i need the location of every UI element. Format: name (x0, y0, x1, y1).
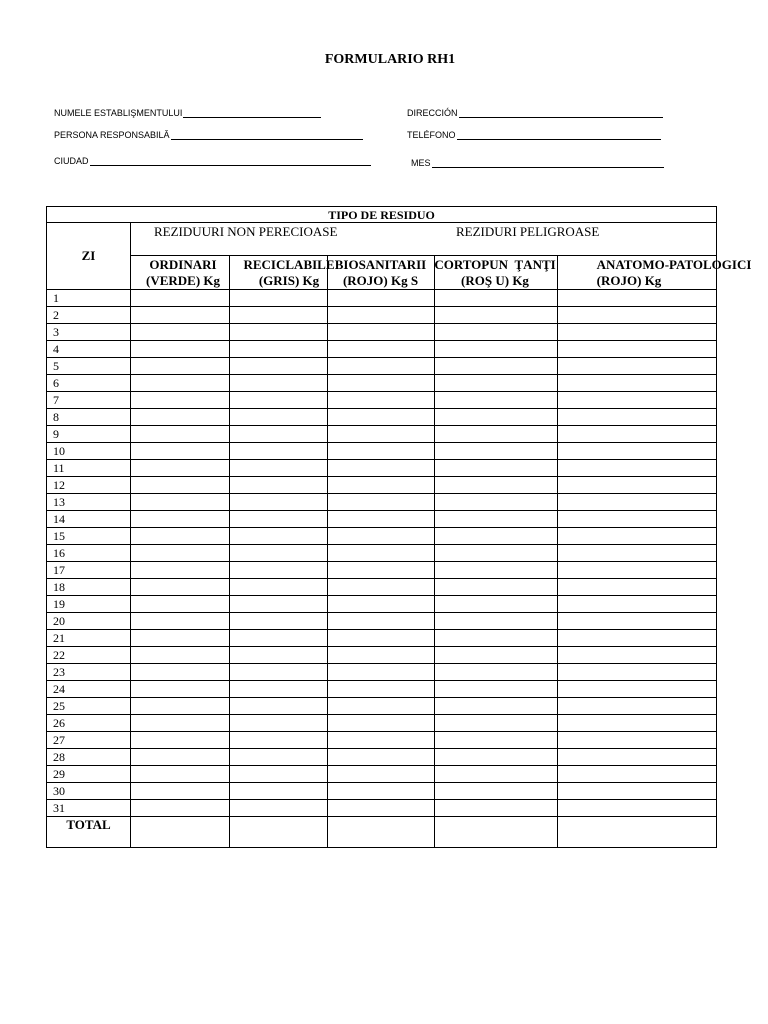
entry-cell[interactable] (558, 681, 717, 698)
phone-label: TELÉFONO (407, 130, 456, 140)
entry-cell[interactable] (328, 681, 435, 698)
day-number: 1 (47, 290, 131, 307)
entry-cell[interactable] (328, 596, 435, 613)
entry-cell[interactable] (131, 579, 230, 596)
entry-cell[interactable] (328, 766, 435, 783)
entry-cell[interactable] (230, 477, 328, 494)
entry-cell[interactable] (558, 562, 717, 579)
group-header (131, 223, 717, 256)
city-label: CIUDAD (54, 156, 89, 166)
entry-cell[interactable] (131, 494, 230, 511)
col-reciclabile-header (230, 256, 335, 290)
entry-cell[interactable] (328, 375, 435, 392)
table-row (47, 443, 717, 460)
day-number: 25 (47, 698, 131, 715)
col-ordinari-line2: (VERDE) Kg (145, 273, 221, 288)
entry-cell[interactable] (131, 528, 230, 545)
entry-cell[interactable] (230, 562, 328, 579)
total-cell[interactable] (131, 817, 230, 848)
table-row (47, 698, 717, 715)
col-biosanitarii-line2: (ROJO) Kg S (342, 273, 419, 288)
entry-cell[interactable] (328, 579, 435, 596)
table-row (47, 375, 717, 392)
entry-cell[interactable] (435, 596, 558, 613)
col-cortopun-line2: (ROŞ U) Kg (461, 273, 529, 288)
total-cell[interactable] (328, 817, 435, 848)
col-reciclabile-line1: RECICLABILE (243, 257, 335, 272)
day-number: 20 (47, 613, 131, 630)
table-row (47, 647, 717, 664)
entry-cell[interactable] (435, 375, 558, 392)
entry-cell[interactable] (328, 698, 435, 715)
entry-cell[interactable] (328, 528, 435, 545)
entry-cell[interactable] (558, 528, 717, 545)
entry-cell[interactable] (131, 681, 230, 698)
entry-cell[interactable] (558, 307, 717, 324)
entry-cell[interactable] (230, 307, 328, 324)
entry-cell[interactable] (435, 307, 558, 324)
establishment-line[interactable] (183, 108, 321, 118)
direction-line[interactable] (459, 108, 663, 118)
table-row (47, 324, 717, 341)
entry-cell[interactable] (230, 579, 328, 596)
entry-cell[interactable] (230, 290, 328, 307)
entry-cell[interactable] (230, 613, 328, 630)
entry-cell[interactable] (435, 545, 558, 562)
col-reciclabile-line2: (GRIS) Kg (258, 273, 320, 288)
entry-cell[interactable] (558, 358, 717, 375)
day-number: 30 (47, 783, 131, 800)
entry-cell[interactable] (328, 443, 435, 460)
entry-cell[interactable] (435, 783, 558, 800)
entry-cell[interactable] (131, 545, 230, 562)
day-number: 16 (47, 545, 131, 562)
city-line[interactable] (90, 156, 371, 166)
entry-cell[interactable] (328, 324, 435, 341)
entry-cell[interactable] (328, 630, 435, 647)
col-anatomo-header (558, 256, 752, 290)
entry-cell[interactable] (435, 698, 558, 715)
direction-label: DIRECCIÓN (407, 108, 458, 118)
day-number: 19 (47, 596, 131, 613)
entry-cell[interactable] (328, 494, 435, 511)
month-label: MES (411, 158, 431, 168)
entry-cell[interactable] (131, 290, 230, 307)
day-number: 28 (47, 749, 131, 766)
col-ordinari-line1: ORDINARI (149, 257, 217, 272)
table-row (47, 562, 717, 579)
responsible-field[interactable] (54, 130, 363, 140)
entry-cell[interactable] (131, 596, 230, 613)
table-row (47, 732, 717, 749)
responsible-label: PERSONA RESPONSABILĂ (54, 130, 170, 140)
table-row (47, 613, 717, 630)
entry-cell[interactable] (131, 375, 230, 392)
total-cell[interactable] (558, 817, 717, 848)
table-row (47, 783, 717, 800)
entry-cell[interactable] (230, 664, 328, 681)
entry-cell[interactable] (328, 545, 435, 562)
entry-cell[interactable] (328, 749, 435, 766)
entry-cell[interactable] (435, 630, 558, 647)
entry-cell[interactable] (131, 392, 230, 409)
entry-cell[interactable] (131, 698, 230, 715)
entry-cell[interactable] (328, 715, 435, 732)
entry-cell[interactable] (131, 766, 230, 783)
table-row (47, 511, 717, 528)
entry-cell[interactable] (230, 409, 328, 426)
entry-cell[interactable] (230, 375, 328, 392)
entry-cell[interactable] (558, 426, 717, 443)
entry-cell[interactable] (230, 749, 328, 766)
day-number: 8 (47, 409, 131, 426)
entry-cell[interactable] (328, 647, 435, 664)
entry-cell[interactable] (558, 613, 717, 630)
day-number: 6 (47, 375, 131, 392)
day-number: 3 (47, 324, 131, 341)
entry-cell[interactable] (435, 511, 558, 528)
entry-cell[interactable] (558, 341, 717, 358)
table-row (47, 392, 717, 409)
month-field[interactable] (411, 158, 664, 168)
entry-cell[interactable] (435, 579, 558, 596)
entry-cell[interactable] (558, 511, 717, 528)
entry-cell[interactable] (558, 460, 717, 477)
entry-cell[interactable] (131, 630, 230, 647)
entry-cell[interactable] (558, 749, 717, 766)
entry-cell[interactable] (328, 409, 435, 426)
day-number: 13 (47, 494, 131, 511)
entry-cell[interactable] (230, 494, 328, 511)
phone-field[interactable] (407, 130, 661, 140)
entry-cell[interactable] (328, 613, 435, 630)
entry-cell[interactable] (435, 290, 558, 307)
direction-field[interactable] (407, 108, 663, 118)
entry-cell[interactable] (435, 426, 558, 443)
col-cortopun-line1: CORTOPUN ŢANŢI (434, 257, 556, 272)
establishment-label: NUMELE ESTABLIŞMENTULUI (54, 108, 183, 118)
day-number: 2 (47, 307, 131, 324)
entry-cell[interactable] (131, 358, 230, 375)
entry-cell[interactable] (558, 477, 717, 494)
entry-cell[interactable] (558, 409, 717, 426)
entry-cell[interactable] (230, 358, 328, 375)
day-number: 5 (47, 358, 131, 375)
entry-cell[interactable] (435, 324, 558, 341)
entry-cell[interactable] (435, 528, 558, 545)
entry-cell[interactable] (230, 392, 328, 409)
entry-cell[interactable] (230, 630, 328, 647)
table-row (47, 460, 717, 477)
total-cell[interactable] (230, 817, 328, 848)
entry-cell[interactable] (230, 426, 328, 443)
entry-cell[interactable] (558, 494, 717, 511)
entry-cell[interactable] (435, 800, 558, 817)
zi-header-label: ZI (81, 248, 96, 263)
entry-cell[interactable] (131, 443, 230, 460)
entry-cell[interactable] (558, 766, 717, 783)
page-title: FORMULARIO RH1 (324, 52, 456, 67)
entry-cell[interactable] (328, 511, 435, 528)
table-row (47, 749, 717, 766)
entry-cell[interactable] (131, 749, 230, 766)
entry-cell[interactable] (230, 783, 328, 800)
entry-cell[interactable] (328, 460, 435, 477)
table-row (47, 579, 717, 596)
entry-cell[interactable] (131, 409, 230, 426)
table-row (47, 766, 717, 783)
col-anatomo-line1: ANATOMO-PATOLOGICI (596, 257, 752, 272)
entry-cell[interactable] (558, 783, 717, 800)
entry-cell[interactable] (558, 630, 717, 647)
entry-cell[interactable] (230, 681, 328, 698)
entry-cell[interactable] (230, 647, 328, 664)
day-number: 4 (47, 341, 131, 358)
group-non-perecioase: REZIDUURI NON PERECIOASE (154, 224, 338, 239)
entry-cell[interactable] (435, 613, 558, 630)
entry-cell[interactable] (435, 766, 558, 783)
table-row (47, 528, 717, 545)
day-number: 22 (47, 647, 131, 664)
entry-cell[interactable] (230, 766, 328, 783)
city-field[interactable] (54, 156, 371, 166)
entry-cell[interactable] (328, 358, 435, 375)
entry-cell[interactable] (131, 800, 230, 817)
day-number: 24 (47, 681, 131, 698)
entry-cell[interactable] (435, 647, 558, 664)
entry-cell[interactable] (435, 664, 558, 681)
entry-cell[interactable] (230, 800, 328, 817)
table-row (47, 545, 717, 562)
entry-cell[interactable] (328, 732, 435, 749)
establishment-field[interactable] (54, 108, 321, 118)
entry-cell[interactable] (558, 443, 717, 460)
day-number: 15 (47, 528, 131, 545)
entry-cell[interactable] (328, 562, 435, 579)
entry-cell[interactable] (230, 528, 328, 545)
table-row (47, 477, 717, 494)
responsible-line[interactable] (171, 130, 363, 140)
entry-cell[interactable] (435, 443, 558, 460)
entry-cell[interactable] (230, 324, 328, 341)
entry-cell[interactable] (558, 647, 717, 664)
day-number: 10 (47, 443, 131, 460)
entry-cell[interactable] (328, 800, 435, 817)
entry-cell[interactable] (328, 783, 435, 800)
col-anatomo-line2: (ROJO) Kg (596, 273, 662, 288)
day-number: 21 (47, 630, 131, 647)
entry-cell[interactable] (558, 324, 717, 341)
entry-cell[interactable] (131, 477, 230, 494)
entry-cell[interactable] (435, 732, 558, 749)
entry-cell[interactable] (435, 494, 558, 511)
entry-cell[interactable] (131, 715, 230, 732)
table-row (47, 409, 717, 426)
day-number: 17 (47, 562, 131, 579)
entry-cell[interactable] (131, 426, 230, 443)
table-row (47, 715, 717, 732)
total-row (47, 817, 717, 848)
entry-cell[interactable] (435, 409, 558, 426)
table-row (47, 494, 717, 511)
entry-cell[interactable] (558, 545, 717, 562)
entry-cell[interactable] (230, 698, 328, 715)
entry-cell[interactable] (131, 511, 230, 528)
table-row (47, 664, 717, 681)
entry-cell[interactable] (230, 715, 328, 732)
entry-cell[interactable] (558, 579, 717, 596)
waste-table (46, 206, 752, 848)
entry-cell[interactable] (435, 749, 558, 766)
day-number: 14 (47, 511, 131, 528)
day-number: 11 (47, 460, 131, 477)
entry-cell[interactable] (558, 375, 717, 392)
entry-cell[interactable] (435, 358, 558, 375)
tipo-header: TIPO DE RESIDUO (47, 207, 717, 223)
total-cell[interactable] (435, 817, 558, 848)
entry-cell[interactable] (131, 307, 230, 324)
table-row (47, 358, 717, 375)
entry-cell[interactable] (131, 341, 230, 358)
day-number: 31 (47, 800, 131, 817)
day-number: 26 (47, 715, 131, 732)
entry-cell[interactable] (230, 341, 328, 358)
entry-cell[interactable] (230, 732, 328, 749)
entry-cell[interactable] (230, 443, 328, 460)
month-line[interactable] (432, 158, 664, 168)
entry-cell[interactable] (328, 477, 435, 494)
entry-cell[interactable] (230, 596, 328, 613)
entry-cell[interactable] (435, 460, 558, 477)
col-biosanitarii-line1: BIOSANITARII (334, 257, 427, 272)
day-number: 23 (47, 664, 131, 681)
entry-cell[interactable] (131, 613, 230, 630)
entry-cell[interactable] (558, 715, 717, 732)
day-number: 7 (47, 392, 131, 409)
entry-cell[interactable] (435, 715, 558, 732)
entry-cell[interactable] (131, 783, 230, 800)
table-row (47, 681, 717, 698)
entry-cell[interactable] (230, 460, 328, 477)
entry-cell[interactable] (558, 290, 717, 307)
entry-cell[interactable] (328, 426, 435, 443)
entry-cell[interactable] (131, 732, 230, 749)
entry-cell[interactable] (131, 460, 230, 477)
day-number: 9 (47, 426, 131, 443)
day-number: 18 (47, 579, 131, 596)
entry-cell[interactable] (328, 664, 435, 681)
day-number: 29 (47, 766, 131, 783)
table-row (47, 341, 717, 358)
table-row (47, 630, 717, 647)
entry-cell[interactable] (328, 392, 435, 409)
entry-cell[interactable] (131, 324, 230, 341)
phone-line[interactable] (457, 130, 661, 140)
entry-cell[interactable] (131, 562, 230, 579)
table-row (47, 426, 717, 443)
entry-cell[interactable] (558, 596, 717, 613)
day-number: 12 (47, 477, 131, 494)
group-peligroase: REZIDURI PELIGROASE (456, 224, 600, 239)
entry-cell[interactable] (435, 562, 558, 579)
entry-cell[interactable] (328, 341, 435, 358)
table-row (47, 596, 717, 613)
col-biosanitarii-header (328, 256, 435, 290)
entry-cell[interactable] (558, 392, 717, 409)
entry-cell[interactable] (230, 545, 328, 562)
table-row (47, 800, 717, 817)
entry-cell[interactable] (435, 681, 558, 698)
total-label: TOTAL (47, 817, 131, 848)
col-ordinari-header (131, 256, 230, 290)
zi-header (47, 223, 131, 290)
entry-cell[interactable] (558, 698, 717, 715)
entry-cell[interactable] (558, 664, 717, 681)
day-number: 27 (47, 732, 131, 749)
entry-cell[interactable] (328, 290, 435, 307)
entry-cell[interactable] (131, 664, 230, 681)
table-row (47, 307, 717, 324)
entry-cell[interactable] (558, 800, 717, 817)
entry-cell[interactable] (230, 511, 328, 528)
entry-cell[interactable] (131, 647, 230, 664)
entry-cell[interactable] (435, 341, 558, 358)
entry-cell[interactable] (435, 477, 558, 494)
entry-cell[interactable] (435, 392, 558, 409)
entry-cell[interactable] (558, 732, 717, 749)
table-row (47, 290, 717, 307)
entry-cell[interactable] (328, 307, 435, 324)
